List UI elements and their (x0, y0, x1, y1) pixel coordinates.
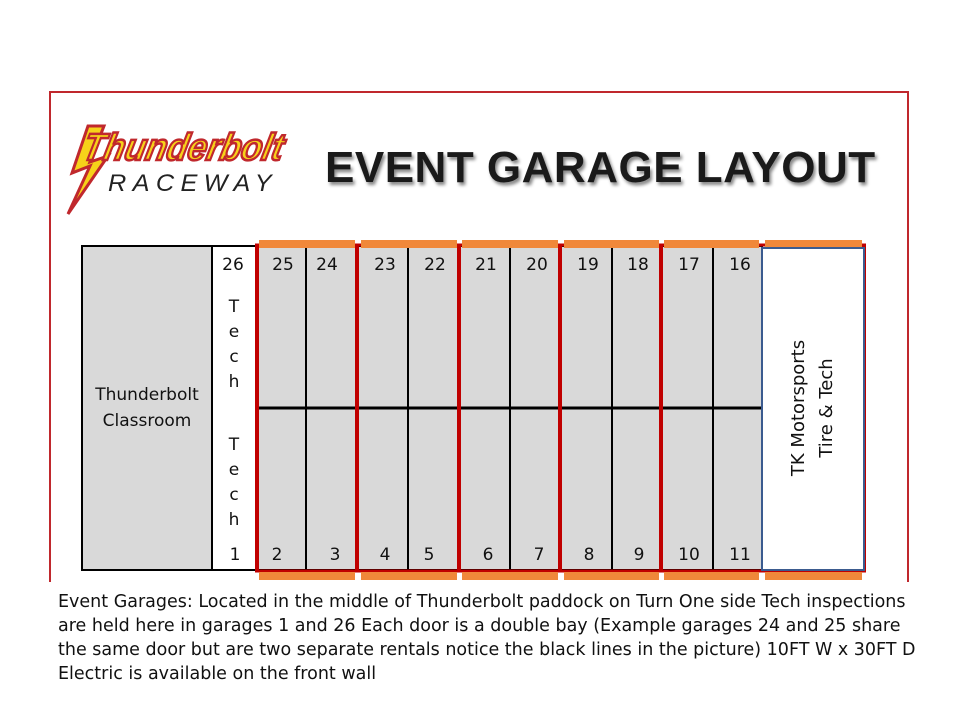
tech-letter-bottom: h (228, 510, 240, 530)
wall-bar-top (361, 240, 457, 248)
garage-number-top: 16 (729, 255, 751, 275)
tech-letter-bottom: c (229, 485, 239, 505)
classroom-label-line2: Classroom (102, 411, 192, 431)
tech-letter-top: c (229, 347, 239, 367)
tech-letter-bottom: T (228, 435, 240, 455)
tech-number-bottom: 1 (229, 545, 241, 565)
garage-number-bottom: 2 (271, 545, 283, 565)
wall-bar-bottom (462, 572, 558, 580)
wall-bar-top (765, 240, 862, 248)
garage-number-top: 20 (526, 255, 548, 275)
garage-number-bottom: 10 (678, 545, 700, 565)
tech-letter-top: h (228, 372, 240, 392)
wall-bar-top (462, 240, 558, 248)
tk-motorsports-block (762, 248, 864, 570)
tech-letter-top: e (228, 322, 240, 342)
garage-number-bottom: 9 (633, 545, 645, 565)
tk-label-line1: TK Motorsports (788, 339, 809, 477)
logo-word: Thunderbolt (79, 126, 310, 169)
wall-bar-bottom (664, 572, 759, 580)
garage-number-top: 22 (424, 255, 446, 275)
garage-number-bottom: 6 (482, 545, 494, 565)
garage-number-bottom: 8 (583, 545, 595, 565)
page-title: EVENT GARAGE LAYOUT (325, 143, 876, 192)
wall-bar-top (664, 240, 759, 248)
garage-number-top: 17 (678, 255, 700, 275)
wall-bar-bottom (564, 572, 659, 580)
tech-number-top: 26 (222, 255, 244, 275)
garage-number-top: 18 (627, 255, 649, 275)
wall-bar-top (564, 240, 659, 248)
logo-sub: RACEWAY (108, 170, 278, 197)
tech-letter-top: T (228, 297, 240, 317)
classroom-block (82, 246, 212, 570)
garage-number-top: 19 (577, 255, 599, 275)
garage-number-top: 23 (374, 255, 396, 275)
wall-bar-bottom (361, 572, 457, 580)
tech-letter-bottom: e (228, 460, 240, 480)
classroom-label-line1: Thunderbolt (95, 385, 199, 405)
tk-label-line2: Tire & Tech (816, 358, 837, 458)
garage-number-bottom: 4 (379, 545, 391, 565)
wall-bar-top (259, 240, 355, 248)
garage-number-top: 24 (316, 255, 338, 275)
wall-bar-bottom (259, 572, 355, 580)
wall-bar-bottom (765, 572, 862, 580)
garage-number-bottom: 7 (533, 545, 545, 565)
garage-number-bottom: 11 (729, 545, 751, 565)
garage-number-top: 21 (475, 255, 497, 275)
garage-number-bottom: 3 (329, 545, 341, 565)
garage-number-top: 25 (272, 255, 294, 275)
caption-text: Event Garages: Located in the middle of Thunderbolt paddock on Turn One side Tech inspections are held here in garages 1 and 26 Each door is a double bay (Example garages 24 and 25 share the same door but are two separate rentals notice the black lines in the picture) 10FT W x 30FT D Electric is available on the front wall (58, 592, 916, 684)
garage-number-bottom: 5 (423, 545, 435, 565)
